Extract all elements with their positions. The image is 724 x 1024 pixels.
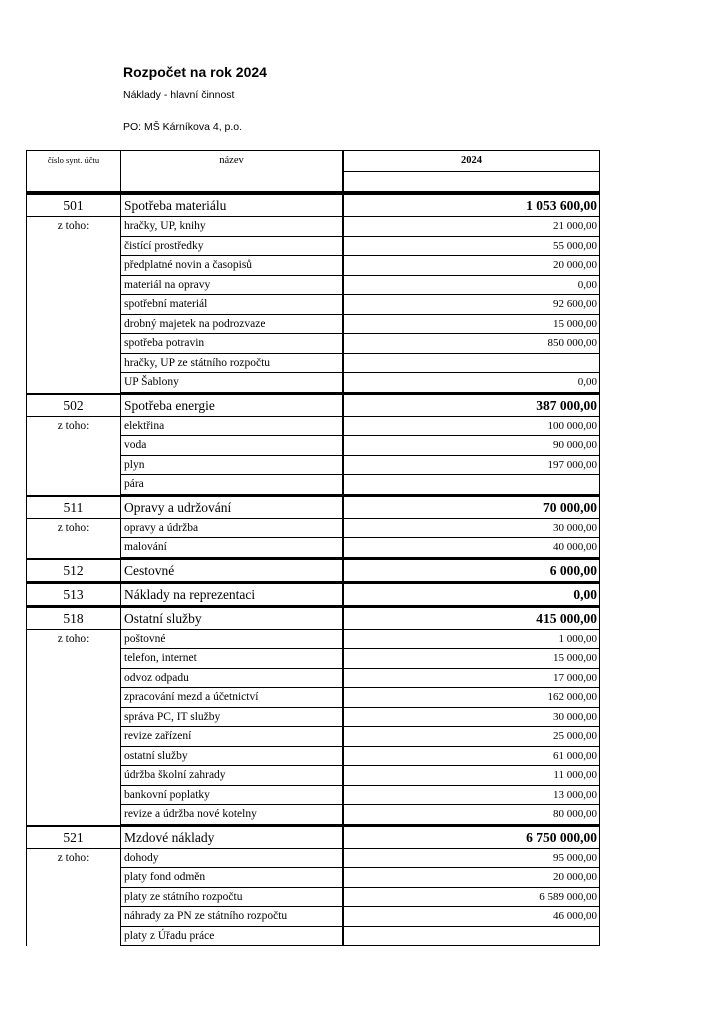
table-row-item bbox=[27, 315, 599, 335]
table-row-account bbox=[27, 582, 599, 606]
cell-name: pára bbox=[121, 475, 344, 495]
table-row-item bbox=[27, 805, 599, 825]
cell-value: 25 000,00 bbox=[344, 727, 599, 747]
column-header-year-cell bbox=[344, 151, 599, 191]
table-row-item bbox=[27, 649, 599, 669]
cell-value: 20 000,00 bbox=[344, 256, 599, 276]
cell-account bbox=[27, 868, 121, 888]
table-row-account bbox=[27, 825, 599, 849]
table-row-item bbox=[27, 237, 599, 257]
cell-account bbox=[27, 727, 121, 747]
table-row-item bbox=[27, 276, 599, 296]
cell-name: dohody bbox=[121, 849, 344, 869]
cell-account bbox=[27, 888, 121, 908]
organization-label: PO: MŠ Kárníkova 4, p.o. bbox=[123, 121, 243, 133]
table-row-item bbox=[27, 295, 599, 315]
cell-account bbox=[27, 747, 121, 767]
table-row-item bbox=[27, 630, 599, 650]
table-row-account bbox=[27, 606, 599, 630]
table-row-item bbox=[27, 436, 599, 456]
table-row-item bbox=[27, 907, 599, 927]
cell-account bbox=[27, 315, 121, 335]
cell-name: materiál na opravy bbox=[121, 276, 344, 296]
table-row-item bbox=[27, 334, 599, 354]
cell-value: 1 000,00 bbox=[344, 630, 599, 650]
table-row-item bbox=[27, 868, 599, 888]
cell-account: 512 bbox=[27, 560, 121, 581]
cell-value: 0,00 bbox=[573, 586, 597, 602]
cell-account: 502 bbox=[27, 395, 121, 416]
table-row-account bbox=[27, 495, 599, 519]
table-row-item bbox=[27, 888, 599, 908]
cell-value bbox=[344, 354, 599, 374]
cell-value: 6 589 000,00 bbox=[344, 888, 599, 908]
cell-value: 55 000,00 bbox=[344, 237, 599, 257]
cell-value: 15 000,00 bbox=[344, 315, 599, 335]
table-row-item bbox=[27, 217, 599, 237]
table-row-item bbox=[27, 417, 599, 437]
cell-account bbox=[27, 805, 121, 825]
table-row-item bbox=[27, 456, 599, 476]
cell-name: elektřina bbox=[121, 417, 344, 437]
cell-value: 197 000,00 bbox=[344, 456, 599, 476]
cell-account bbox=[27, 334, 121, 354]
cell-account bbox=[27, 766, 121, 786]
cell-name: plyn bbox=[121, 456, 344, 476]
column-header-account: číslo synt. účtu bbox=[27, 151, 121, 191]
cell-value: 415 000,00 bbox=[536, 610, 597, 626]
cell-account bbox=[27, 475, 121, 495]
cell-name: hračky, UP ze státního rozpočtu bbox=[121, 354, 344, 374]
budget-table bbox=[26, 150, 600, 946]
cell-name: Ostatní služby bbox=[121, 608, 344, 629]
table-row-item bbox=[27, 354, 599, 374]
document-title: Rozpočet na rok 2024 bbox=[123, 64, 267, 80]
table-row-item bbox=[27, 708, 599, 728]
cell-value bbox=[344, 475, 599, 495]
cell-name: platy fond odměn bbox=[121, 868, 344, 888]
cell-name: platy z Úřadu práce bbox=[121, 927, 344, 947]
table-body bbox=[27, 193, 599, 946]
cell-value: 92 600,00 bbox=[344, 295, 599, 315]
cell-value: 70 000,00 bbox=[543, 499, 597, 515]
cell-name: poštovné bbox=[121, 630, 344, 650]
cell-account bbox=[27, 708, 121, 728]
cell-account: z toho: bbox=[27, 849, 121, 869]
cell-account bbox=[27, 538, 121, 558]
cell-account: z toho: bbox=[27, 217, 121, 237]
cell-value: 0,00 bbox=[344, 276, 599, 296]
cell-value: 850 000,00 bbox=[344, 334, 599, 354]
cell-value: 30 000,00 bbox=[344, 519, 599, 539]
cell-account bbox=[27, 669, 121, 689]
column-header-year: 2024 bbox=[344, 151, 599, 172]
cell-value: 46 000,00 bbox=[344, 907, 599, 927]
cell-name: voda bbox=[121, 436, 344, 456]
cell-value: 0,00 bbox=[344, 373, 599, 393]
cell-name: spotřební materiál bbox=[121, 295, 344, 315]
cell-value: 162 000,00 bbox=[344, 688, 599, 708]
cell-value: 15 000,00 bbox=[344, 649, 599, 669]
cell-value: 40 000,00 bbox=[344, 538, 599, 558]
cell-value: 20 000,00 bbox=[344, 868, 599, 888]
cell-name: UP Šablony bbox=[121, 373, 344, 393]
cell-account bbox=[27, 907, 121, 927]
cell-account bbox=[27, 649, 121, 669]
table-row-item bbox=[27, 688, 599, 708]
table-row-item bbox=[27, 766, 599, 786]
cell-value: 61 000,00 bbox=[344, 747, 599, 767]
cell-name: spotřeba potravin bbox=[121, 334, 344, 354]
cell-name: Opravy a udržování bbox=[121, 497, 344, 518]
table-row-item bbox=[27, 927, 599, 947]
cell-name: Mzdové náklady bbox=[121, 827, 344, 848]
table-row-item bbox=[27, 786, 599, 806]
cell-name: revize a údržba nové kotelny bbox=[121, 805, 344, 825]
cell-value: 1 053 600,00 bbox=[526, 198, 597, 213]
cell-name: náhrady za PN ze státního rozpočtu bbox=[121, 907, 344, 927]
table-row-item bbox=[27, 727, 599, 747]
table-row-item bbox=[27, 849, 599, 869]
table-row-account bbox=[27, 558, 599, 582]
cell-account bbox=[27, 786, 121, 806]
cell-account bbox=[27, 456, 121, 476]
cell-account: 513 bbox=[27, 584, 121, 605]
cell-value: 387 000,00 bbox=[536, 397, 597, 413]
cell-name: opravy a údržba bbox=[121, 519, 344, 539]
cell-name: bankovní poplatky bbox=[121, 786, 344, 806]
cell-account bbox=[27, 295, 121, 315]
cell-name: čistící prostředky bbox=[121, 237, 344, 257]
cell-name: Náklady na reprezentaci bbox=[121, 584, 344, 605]
document-subtitle: Náklady - hlavní činnost bbox=[123, 89, 235, 101]
table-row-item bbox=[27, 747, 599, 767]
cell-name: Spotřeba materiálu bbox=[121, 195, 344, 216]
cell-account bbox=[27, 373, 121, 393]
cell-value bbox=[344, 927, 599, 947]
cell-name: drobný majetek na podrozvaze bbox=[121, 315, 344, 335]
cell-name: Spotřeba energie bbox=[121, 395, 344, 416]
table-header-row bbox=[27, 150, 599, 193]
cell-account: z toho: bbox=[27, 630, 121, 650]
cell-account bbox=[27, 354, 121, 374]
cell-value: 80 000,00 bbox=[344, 805, 599, 825]
cell-value: 11 000,00 bbox=[344, 766, 599, 786]
cell-account: z toho: bbox=[27, 417, 121, 437]
cell-name: Cestovné bbox=[121, 560, 344, 581]
cell-value: 90 000,00 bbox=[344, 436, 599, 456]
cell-name: platy ze státního rozpočtu bbox=[121, 888, 344, 908]
cell-account: 521 bbox=[27, 827, 121, 848]
table-row-item bbox=[27, 373, 599, 393]
cell-value: 6 000,00 bbox=[549, 562, 597, 578]
cell-account: 501 bbox=[27, 195, 121, 216]
cell-name: telefon, internet bbox=[121, 649, 344, 669]
cell-account bbox=[27, 256, 121, 276]
cell-name: malování bbox=[121, 538, 344, 558]
cell-account bbox=[27, 276, 121, 296]
cell-name: správa PC, IT služby bbox=[121, 708, 344, 728]
cell-name: údržba školní zahrady bbox=[121, 766, 344, 786]
cell-account bbox=[27, 237, 121, 257]
table-row-account bbox=[27, 193, 599, 217]
cell-account bbox=[27, 688, 121, 708]
cell-name: ostatní služby bbox=[121, 747, 344, 767]
table-row-account bbox=[27, 393, 599, 417]
table-row-item bbox=[27, 538, 599, 558]
cell-account bbox=[27, 927, 121, 947]
cell-account: 518 bbox=[27, 608, 121, 629]
cell-name: hračky, UP, knihy bbox=[121, 217, 344, 237]
cell-account: 511 bbox=[27, 497, 121, 518]
cell-name: revize zařízení bbox=[121, 727, 344, 747]
table-row-item bbox=[27, 475, 599, 495]
cell-account bbox=[27, 436, 121, 456]
table-row-item bbox=[27, 256, 599, 276]
cell-name: zpracování mezd a účetnictví bbox=[121, 688, 344, 708]
cell-value: 95 000,00 bbox=[344, 849, 599, 869]
cell-value: 30 000,00 bbox=[344, 708, 599, 728]
table-row-item bbox=[27, 669, 599, 689]
cell-value: 100 000,00 bbox=[344, 417, 599, 437]
cell-name: předplatné novin a časopisů bbox=[121, 256, 344, 276]
cell-value: 17 000,00 bbox=[344, 669, 599, 689]
column-header-name: název bbox=[121, 151, 344, 191]
cell-value: 13 000,00 bbox=[344, 786, 599, 806]
table-row-item bbox=[27, 519, 599, 539]
cell-name: odvoz odpadu bbox=[121, 669, 344, 689]
cell-value: 6 750 000,00 bbox=[526, 829, 597, 845]
cell-value: 21 000,00 bbox=[344, 217, 599, 237]
cell-account: z toho: bbox=[27, 519, 121, 539]
